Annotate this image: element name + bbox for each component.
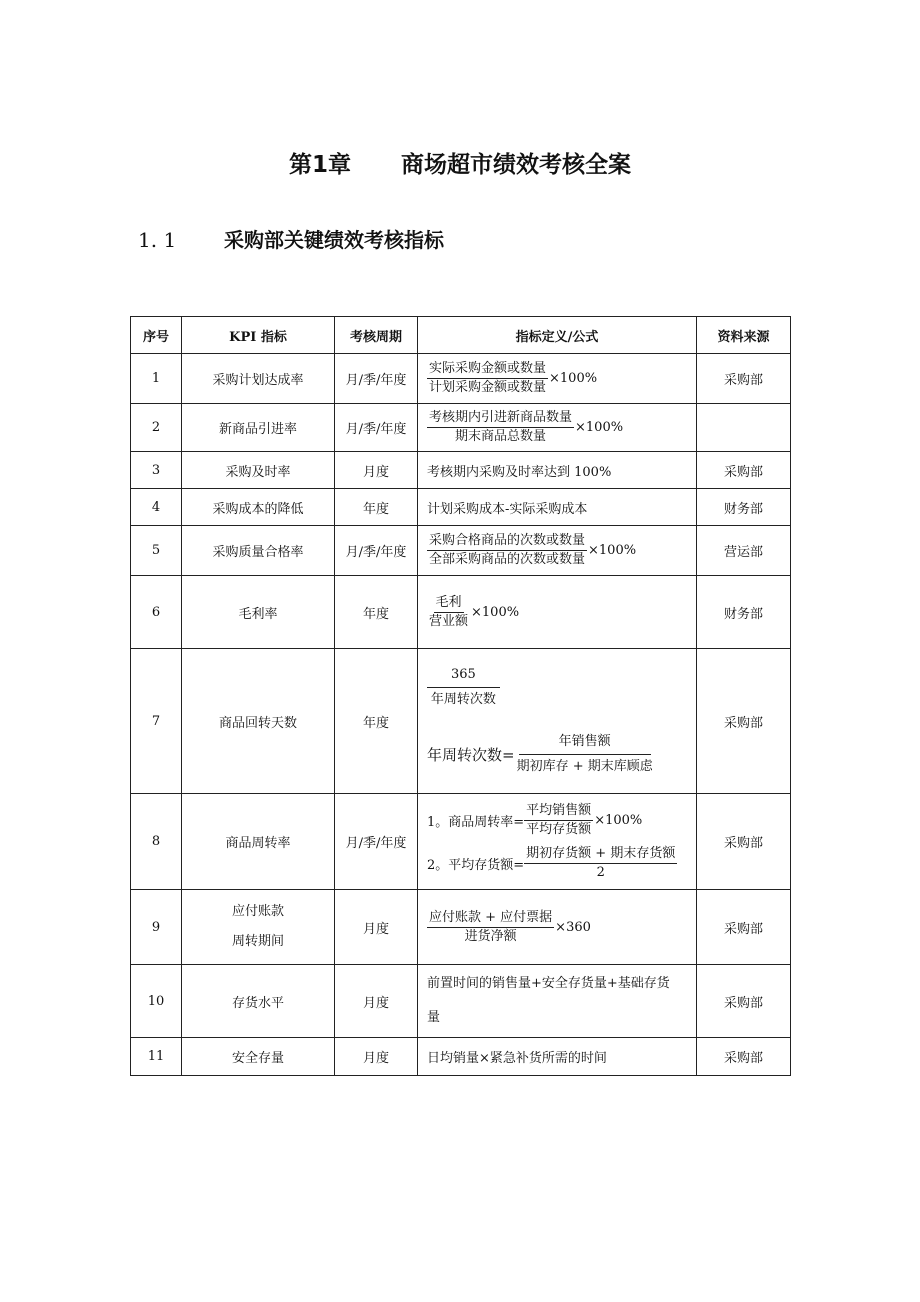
row-source: 采购部 (697, 965, 791, 1038)
row-definition: 日均销量×紧急补货所需的时间 (418, 1038, 697, 1076)
row-cycle: 月/季/年度 (335, 354, 418, 404)
fraction-denominator: 进货净额 (464, 928, 517, 944)
row-kpi: 采购成本的降低 (182, 489, 335, 526)
table-row (131, 526, 791, 576)
table-row (131, 649, 791, 794)
row-kpi: 商品周转率 (182, 794, 335, 890)
chapter-heading (0, 146, 920, 179)
formula-fraction (427, 410, 574, 445)
row-no: 1 (131, 354, 182, 404)
row-no: 11 (131, 1038, 182, 1076)
row-source: 采购部 (697, 794, 791, 890)
chapter-label: 第1章 (288, 152, 351, 178)
row-kpi: 采购及时率 (182, 452, 335, 489)
table-row (131, 404, 791, 452)
fraction-denominator: 计划采购金额或数量 (429, 380, 547, 395)
row-cycle: 月/季/年度 (335, 794, 418, 890)
row-cycle: 月度 (335, 1038, 418, 1076)
row-kpi: 采购计划达成率 (182, 354, 335, 404)
row-no: 10 (131, 965, 182, 1038)
row-source: 财务部 (697, 576, 791, 649)
formula-fraction (427, 595, 470, 630)
section-title: 采购部关键绩效考核指标 (224, 228, 444, 252)
formula-multiplier: ×100% (594, 812, 643, 828)
formula-lhs: 年周转次数= (427, 746, 515, 764)
formula-multiplier: ×100% (588, 543, 637, 558)
row-cycle: 年度 (335, 489, 418, 526)
table-row (131, 890, 791, 965)
row-definition (418, 890, 697, 965)
formula-lhs: 2。平均存货额= (427, 857, 525, 873)
formula-fraction (524, 846, 677, 881)
definition-line: 量 (427, 1010, 441, 1025)
row-kpi: 商品回转天数 (182, 649, 335, 794)
fraction-numerator: 365 (427, 667, 500, 688)
row-definition (418, 649, 697, 794)
fraction-denominator: 期末商品总数量 (455, 429, 547, 444)
row-source: 采购部 (697, 649, 791, 794)
row-definition: 考核期内采购及时率达到 100% (418, 452, 697, 489)
row-kpi (182, 890, 335, 965)
row-definition (418, 794, 697, 890)
header-source: 资料来源 (697, 317, 791, 354)
table-row (131, 452, 791, 489)
chapter-title: 商场超市绩效考核全案 (401, 152, 631, 178)
row-definition (418, 576, 697, 649)
row-no: 7 (131, 649, 182, 794)
row-no: 9 (131, 890, 182, 965)
row-no: 4 (131, 489, 182, 526)
fraction-denominator: 期初库存 + 期末库顾虑 (516, 759, 653, 774)
row-definition (418, 526, 697, 576)
formula-fraction (524, 803, 593, 838)
fraction-denominator: 全部采购商品的次数或数量 (429, 552, 586, 567)
formula-multiplier: ×100% (575, 420, 624, 435)
row-cycle: 年度 (335, 649, 418, 794)
row-kpi: 毛利率 (182, 576, 335, 649)
row-source: 采购部 (697, 890, 791, 965)
table-row (131, 354, 791, 404)
fraction-numerator: 期初存货额 + 期末存货额 (524, 846, 677, 864)
row-no: 6 (131, 576, 182, 649)
header-definition: 指标定义/公式 (418, 317, 697, 354)
fraction-numerator: 平均销售额 (524, 803, 593, 821)
formula-fraction (427, 667, 500, 708)
formula-multiplier: ×360 (555, 919, 591, 935)
fraction-numerator: 应付账款 + 应付票据 (427, 910, 554, 928)
row-no: 5 (131, 526, 182, 576)
row-cycle: 年度 (335, 576, 418, 649)
row-source (697, 404, 791, 452)
row-kpi: 采购质量合格率 (182, 526, 335, 576)
row-no: 8 (131, 794, 182, 890)
row-cycle: 月度 (335, 890, 418, 965)
header-no: 序号 (131, 317, 182, 354)
row-source: 采购部 (697, 1038, 791, 1076)
kpi-table (130, 316, 791, 1076)
row-kpi: 存货水平 (182, 965, 335, 1038)
fraction-numerator: 采购合格商品的次数或数量 (427, 533, 587, 551)
section-number: 1. 1 (138, 228, 177, 252)
row-source: 财务部 (697, 489, 791, 526)
row-kpi-line: 周转期间 (231, 934, 284, 949)
table-row (131, 489, 791, 526)
formula-fraction (427, 533, 587, 568)
table-row (131, 1038, 791, 1076)
row-definition (418, 965, 697, 1038)
row-definition: 计划采购成本-实际采购成本 (418, 489, 697, 526)
formula-lhs: 1。商品周转率= (427, 814, 525, 830)
formula-multiplier: ×100% (549, 371, 598, 386)
fraction-denominator: 平均存货额 (526, 821, 592, 837)
formula-fraction (427, 361, 548, 396)
table-header-row (131, 317, 791, 354)
definition-line: 前置时间的销售量+安全存货量+基础存货 (427, 976, 670, 991)
header-cycle: 考核周期 (335, 317, 418, 354)
row-no: 2 (131, 404, 182, 452)
fraction-denominator: 2 (596, 864, 605, 880)
row-source: 采购部 (697, 354, 791, 404)
section-heading (138, 224, 444, 253)
fraction-numerator: 实际采购金额或数量 (427, 361, 548, 379)
row-definition (418, 354, 697, 404)
table-row (131, 794, 791, 890)
fraction-numerator: 毛利 (434, 595, 464, 613)
formula-fraction (427, 910, 554, 945)
row-definition (418, 404, 697, 452)
formula-fraction (515, 734, 655, 775)
header-kpi: KPI 指标 (182, 317, 335, 354)
row-source: 采购部 (697, 452, 791, 489)
row-cycle: 月/季/年度 (335, 404, 418, 452)
fraction-numerator: 考核期内引进新商品数量 (427, 410, 574, 428)
formula-multiplier: ×100% (471, 604, 520, 620)
row-kpi-line: 应付账款 (231, 904, 284, 919)
row-cycle: 月/季/年度 (335, 526, 418, 576)
fraction-denominator: 年周转次数 (430, 692, 496, 707)
table-row (131, 965, 791, 1038)
fraction-denominator: 营业额 (429, 613, 469, 629)
row-cycle: 月度 (335, 965, 418, 1038)
table-row (131, 576, 791, 649)
row-no: 3 (131, 452, 182, 489)
row-source: 营运部 (697, 526, 791, 576)
row-cycle: 月度 (335, 452, 418, 489)
row-kpi: 安全存量 (182, 1038, 335, 1076)
row-kpi: 新商品引进率 (182, 404, 335, 452)
fraction-numerator: 年销售额 (519, 734, 651, 755)
